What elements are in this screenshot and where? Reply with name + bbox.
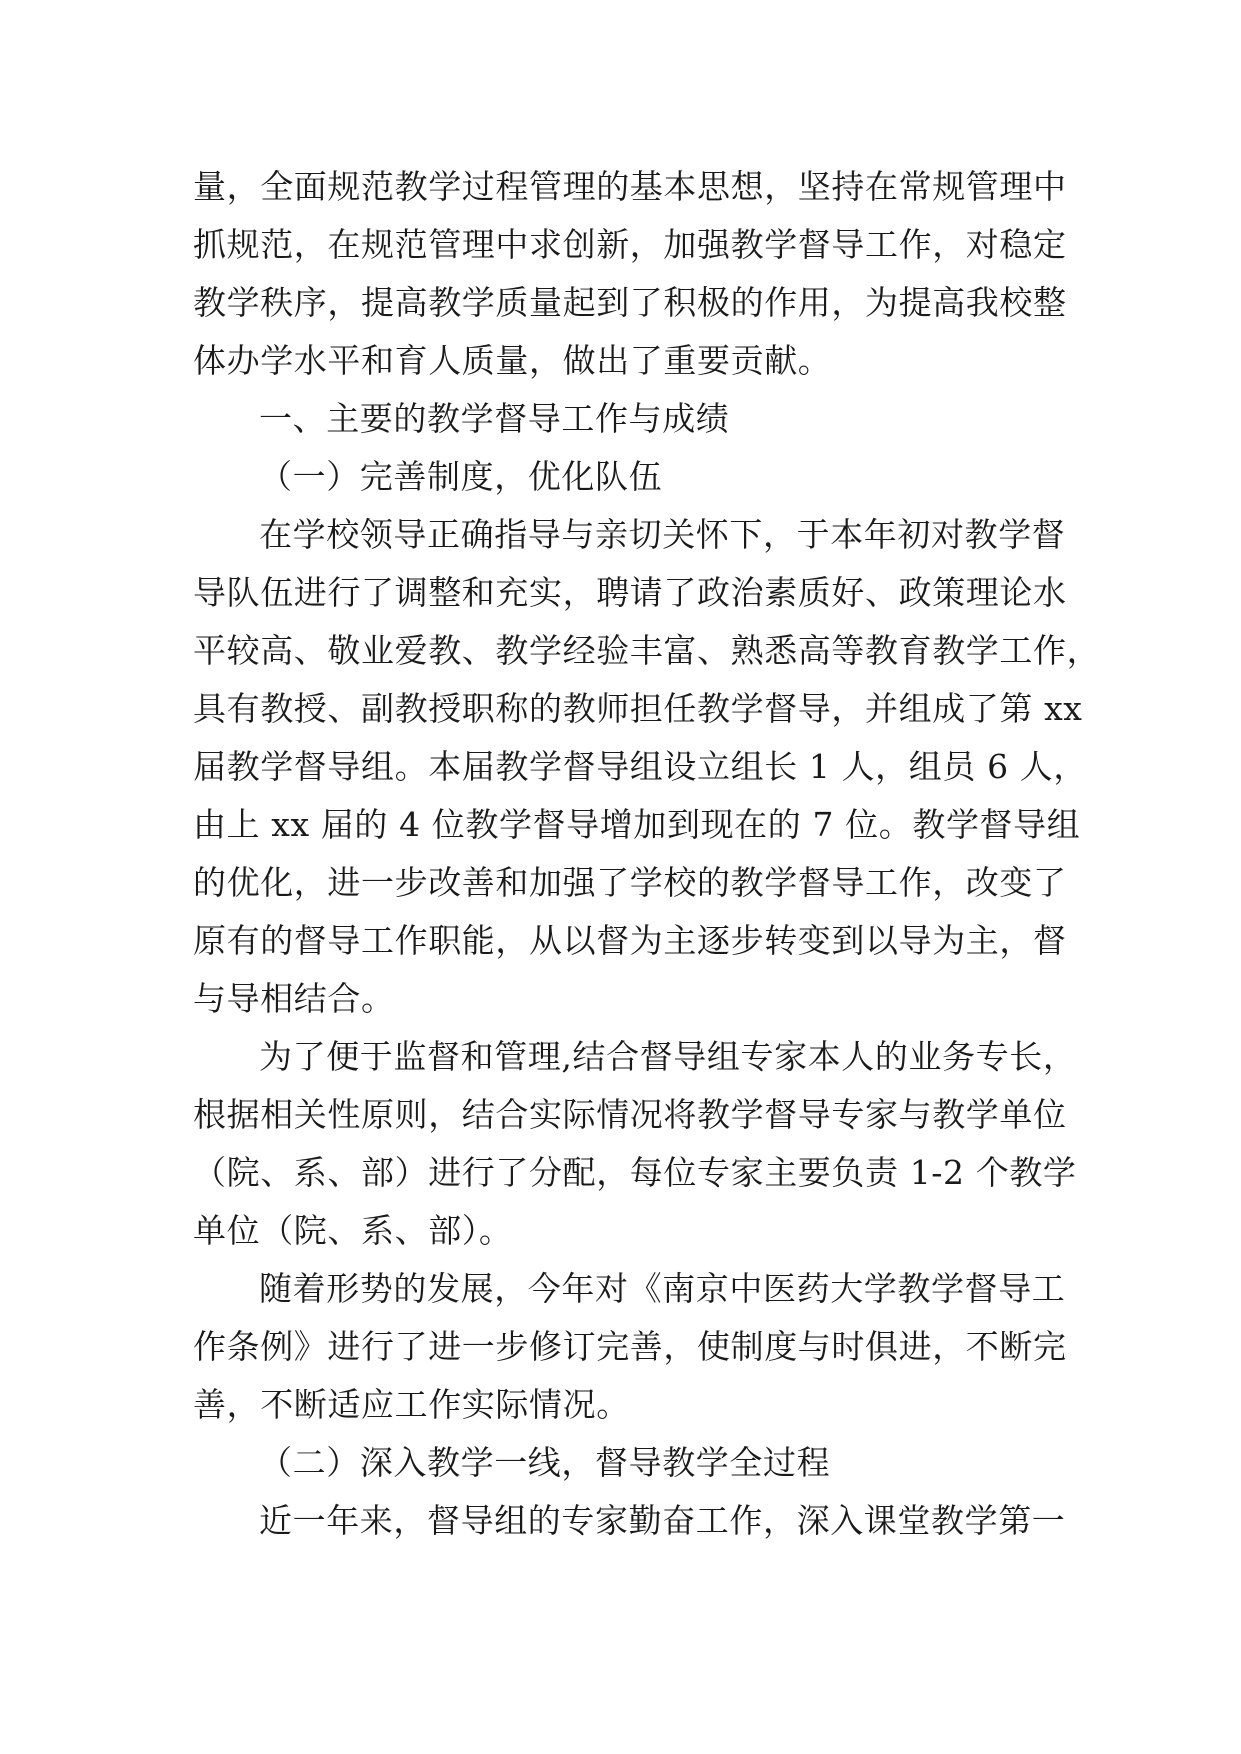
- text-line: 由上 xx 届的 4 位教学督导增加到现在的 7 位。教学督导组: [193, 805, 1081, 844]
- document-body: [193, 158, 1101, 1550]
- text-line: 为了便于监督和管理,结合督导组专家本人的业务专长，: [259, 1037, 1077, 1076]
- text-line: 善，不断适应工作实际情况。: [193, 1385, 630, 1424]
- text-line: （一）完善制度，优化队伍: [259, 457, 663, 496]
- text-line: 与导相结合。: [193, 979, 395, 1018]
- text-line: 的优化，进一步改善和加强了学校的教学督导工作，改变了: [193, 863, 1067, 902]
- text-line: 随着形势的发展，今年对《南京中医药大学教学督导工: [259, 1269, 1066, 1308]
- text-line: 抓规范，在规范管理中求创新，加强教学督导工作，对稳定: [193, 225, 1067, 264]
- text-line: 单位（院、系、部）。: [193, 1211, 513, 1250]
- text-line: （二）深入教学一线，督导教学全过程: [259, 1443, 831, 1482]
- text-line: 平较高、敬业爱教、教学经验丰富、熟悉高等教育教学工作，: [193, 631, 1101, 670]
- text-line: 在学校领导正确指导与亲切关怀下，于本年初对教学督: [259, 515, 1066, 554]
- text-line: 届教学督导组。本届教学督导组设立组长 1 人，组员 6 人，: [193, 747, 1087, 786]
- text-line: 具有教授、副教授职称的教师担任教学督导，并组成了第 xx: [193, 689, 1083, 728]
- text-line: 导队伍进行了调整和充实，聘请了政治素质好、政策理论水: [193, 573, 1067, 612]
- text-line: 体办学水平和育人质量，做出了重要贡献。: [193, 341, 832, 380]
- text-line: 近一年来，督导组的专家勤奋工作，深入课堂教学第一: [259, 1501, 1066, 1540]
- text-line: 教学秩序，提高教学质量起到了积极的作用，为提高我校整: [193, 283, 1067, 322]
- text-line: 原有的督导工作职能，从以督为主逐步转变到以导为主，督: [193, 921, 1067, 960]
- text-line: 量，全面规范教学过程管理的基本思想，坚持在常规管理中: [193, 167, 1067, 206]
- text-line: 作条例》进行了进一步修订完善，使制度与时俱进，不断完: [193, 1327, 1067, 1366]
- text-line: 一、主要的教学督导工作与成绩: [259, 399, 730, 438]
- text-line: （院、系、部）进行了分配，每位专家主要负责 1-2 个教学: [193, 1153, 1077, 1192]
- text-line: 根据相关性原则，结合实际情况将教学督导专家与教学单位: [193, 1095, 1067, 1134]
